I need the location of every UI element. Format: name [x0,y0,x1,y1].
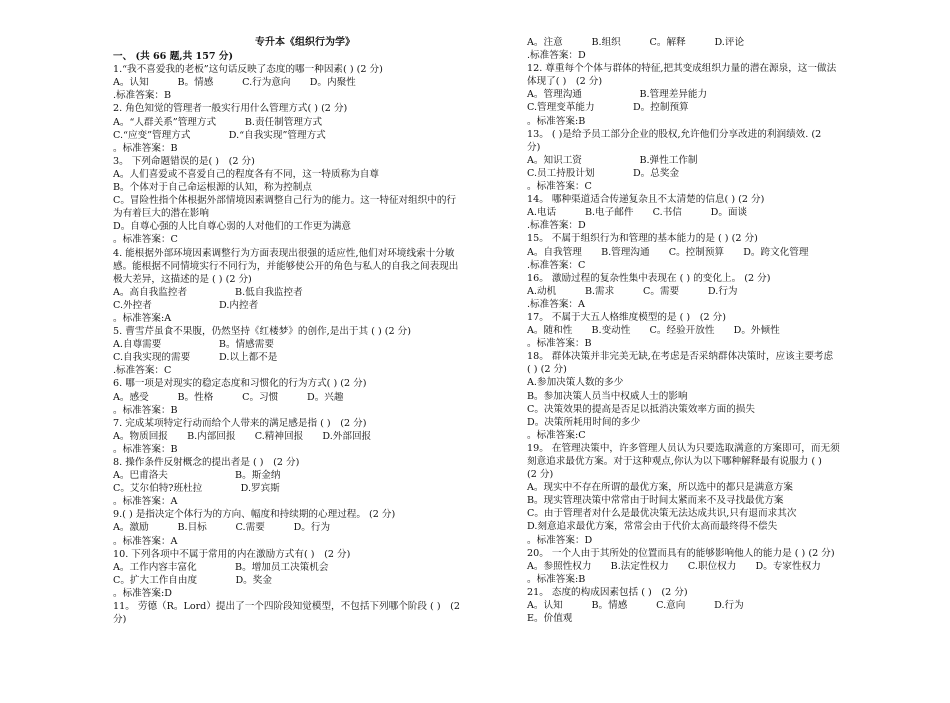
text-line: 。标准答案：A [113,496,178,508]
text-line: A。随和性 B.变动性 C。经验开放性 D。外倾性 [527,325,780,337]
text-line: 。标准答案:B [527,573,586,585]
text-line: A。物质回报 B.内部回报 C.精神回报 D.外部回报 [113,430,372,442]
text-line: C。由于管理者对什么是最优决策无法达成共识,只有退而求其次 [527,508,797,520]
text-line: E。价值观 [527,613,573,625]
left-column [113,36,497,626]
text-line: 刻意追求最优方案。对于这种观点,你认为以下哪种解释最有说服力 ( ) [527,456,822,467]
text-line: A.动机 B.需求 C。需要 D.行为 [527,285,738,297]
text-line: C.管理变革能力 D。控制预算 [527,102,689,114]
text-line: 。标准答案:A [113,312,172,324]
text-line: 5. 曹雪芹虽食不果腹，仍然坚持《红楼梦》的创作,是出于其 ( ) (2 分) [113,326,411,338]
text-line: 。标准答案：C [113,234,178,246]
text-line: D。决策所耗用时间的多少 [527,416,641,428]
text-line: 8. 操作条件反射概念的提出者是 ( ) (2 分) [113,457,300,468]
text-line: 14。 哪种渠道适合传递复杂且不太清楚的信息( ) (2 分) [527,194,765,206]
text-line: C。艾尔伯特?班杜拉 D.罗宾斯 [113,483,280,495]
text-line: 。标准答案：B [113,443,178,455]
text-line: 1.“我不喜爱我的老板”这句话反映了态度的哪一种因素( ) (2 分) [113,64,383,76]
text-line: A。激励 B.目标 C.需要 D。行为 [113,522,331,534]
text-line: C。扩大工作自由度 D。奖金 [113,574,272,586]
text-line: C。决策效果的提高是否足以抵消决策效率方面的损失 [527,403,755,415]
text-line: 。标准答案：B [113,142,178,154]
text-line: A。感受 B。性格 C。习惯 D。兴趣 [113,391,344,403]
text-line: A。知识工资 B.弹性工作制 [527,154,698,166]
text-line: 。标准答案：D [527,534,593,546]
text-line: 13。 ( )是给予员工部分企业的股权,允许他们分享改进的利润绩效. (2 [527,128,822,140]
text-line: ( ) (2 分) [527,364,567,376]
text-line: 。标准答案:D [113,587,172,599]
text-line: C。冒险性指个体根据外部情境因素调整自己行为的能力。这一特征对组织中的行 [113,195,457,207]
text-line: A。自我管理 B.管理沟通 C。控制预算 D。跨文化管理 [527,246,809,258]
text-line: D。自尊心强的人比自尊心弱的人对他们的工作更为满意 [113,221,351,233]
text-line: A。人们喜爱或不喜爱自己的程度各有不同，这一特质称为自尊 [113,168,379,180]
text-line: 为有着巨大的潜在影响 [113,208,209,220]
text-line: 极大差异，这描述的是 ( ) (2 分) [113,273,252,285]
text-line: 20。 一个人由于其所处的位置而具有的能够影响他人的能力是 ( ) (2 分) [527,547,835,559]
text-line: 7. 完成某项特定行动而给个人带来的满足感是指 ( ) (2 分) [113,417,367,429]
text-line: 。标准答案:C [527,429,586,441]
text-line: 6. 哪一项是对现实的稳定态度和习惯化的行为方式( ) (2 分) [113,378,367,390]
text-line: 21。 态度的构成因素包括 ( ) (2 分) [527,586,688,598]
text-line: C.员工持股计划 D。总奖金 [527,167,680,179]
text-line: 。标准答案：B [527,338,592,350]
right-column [527,36,879,625]
text-line: B。现实管理决策中常常由于时间太紧而来不及寻找最优方案 [527,495,784,507]
text-line: 16。 激励过程的复杂性集中表现在 ( ) 的变化上。 (2 分) [527,272,771,284]
text-line: A。巴甫洛夫 B。斯金纳 [113,470,281,482]
text-line: 感。能根据不同情境实行不同行为，并能够使公开的角色与私人的自我之间表现出 [113,260,459,272]
text-line: 11。 劳德（R。Lord）提出了一个四阶段知觉模型，不包括下列哪个阶段 ( ) (2 [113,601,461,613]
text-line: 分) [113,614,127,626]
text-line: A。注意 B.组织 C。解释 D.评论 [527,37,745,48]
text-line: .标准答案：D [527,50,586,62]
text-line: A。认知 B。情感 C.行为意向 D。内聚性 [113,77,356,89]
text-line: 18。 群体决策并非完美无缺,在考虑是否采纳群体决策时，应该主要考虑 [527,351,834,363]
text-line: A。认知 B。情感 C.意向 D.行为 [527,600,744,612]
text-line: .标准答案：C [527,259,586,271]
text-line: .标准答案：B [113,90,172,102]
text-line: B。参加决策人员当中权威人士的影响 [527,390,688,402]
text-line: A。管理沟通 B.管理差异能力 [527,89,708,101]
text-line: C.“应变”管理方式 D.“自我实现”管理方式 [113,129,326,141]
text-line: 体现了( ) (2 分) [527,76,603,88]
text-line: 2. 角色知觉的管理者一般实行用什么管理方式( ) (2 分) [113,103,348,115]
text-line: A。参照性权力 B.法定性权力 C.职位权力 D。专家性权力 [527,560,821,572]
text-line: B。个体对于自己命运根源的认知，称为控制点 [113,182,312,194]
right-question-list [527,36,879,625]
text-line: 12. 尊重每个个体与群体的特征,把其变成组织力量的潜在源泉，这一做法 [527,63,837,75]
text-line: A。“人群关系”管理方式 B.责任制管理方式 [113,116,323,128]
section-heading: 一、 (共 66 题,共 157 分) [113,51,234,63]
text-line: 9.( ) 是指决定个体行为的方向、幅度和持续期的心理过程。 (2 分) [113,509,396,521]
text-line: 19。 在管理决策中，许多管理人员认为只要选取满意的方案即可，而无须 [527,442,840,454]
text-line: A。现实中不存在所谓的最优方案，所以选中的都只是满意方案 [527,482,793,494]
text-line: 。标准答案：B [113,404,178,416]
text-line: 。标准答案:B [527,115,586,127]
text-line: C.自我实现的需要 D.以上都不是 [113,352,278,364]
text-line: A.自尊需要 B。情感需要 [113,339,274,351]
text-line: 分) [527,141,541,153]
text-line: .标准答案：D [527,220,586,232]
text-line: (2 分) [527,469,554,481]
text-line: 。标准答案：C [527,181,592,193]
text-line: 3。 下列命题错误的是( ) (2 分) [113,155,255,167]
text-line: .标准答案：C [113,365,172,377]
text-line: 4. 能根据外部环境因素调整行为方面表现出很强的适应性,他们对环境线索十分敏 [113,247,455,259]
text-line: A.电话 B.电子邮件 C.书信 D。面谈 [527,207,748,219]
text-line: C.外控者 D.内控者 [113,299,259,311]
text-line: 10. 下列各项中不属于常用的内在激励方式有( ) (2 分) [113,548,351,560]
text-line: A。工作内容丰富化 B。增加员工决策机会 [113,561,329,573]
text-line: 15。 不属于组织行为和管理的基本能力的是 ( ) (2 分) [527,233,758,245]
text-line: A.参加决策人数的多少 [527,377,624,389]
document-title: 专升本《组织行为学》 [255,37,355,48]
text-line: 17。 不属于大五人格维度模型的是 ( ) (2 分) [527,311,726,323]
text-line: 。标准答案：A [113,535,178,547]
text-line: D.刻意追求最优方案，常常会由于代价太高而最终得不偿失 [527,521,778,533]
text-line: A。高自我监控者 B.低自我监控者 [113,286,303,298]
left-question-list [113,63,497,626]
text-line: .标准答案：A [527,298,585,310]
